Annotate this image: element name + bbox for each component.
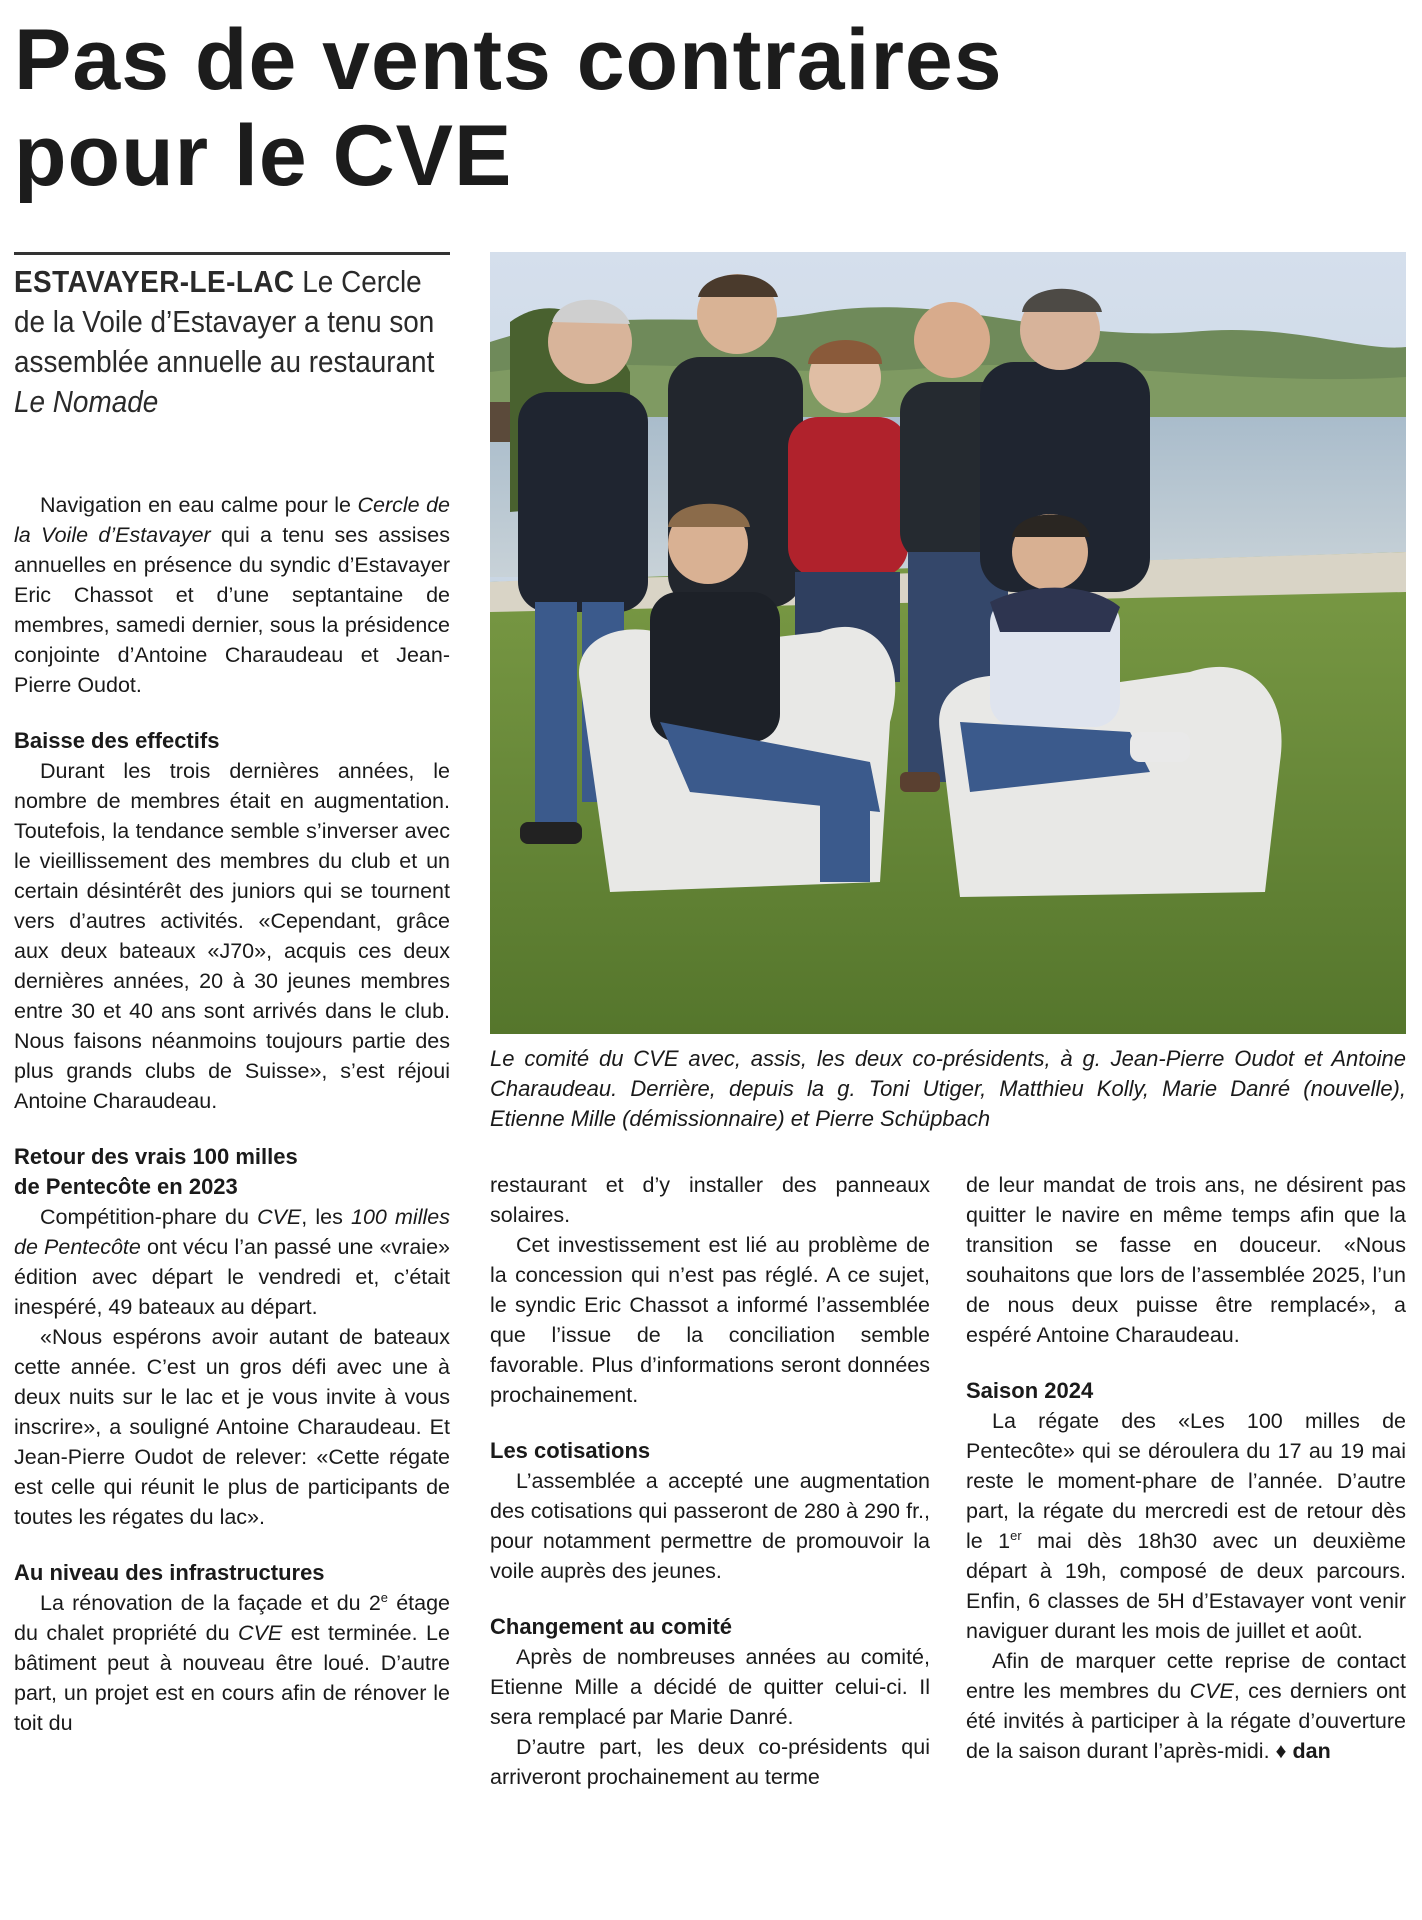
column-1: [14, 490, 450, 1738]
headline-line-2: pour le CVE: [14, 108, 513, 204]
photo-caption: Le comité du CVE avec, assis, les deux co-présidents, à g. Jean-Pierre Oudot et Antoine Charaudeau. Derrière, depuis la g. Toni Utiger, Matthieu Kolly, Marie Danré (nouvelle), Etienne Mille (démissionnaire) et Pierre Schüpbach: [490, 1046, 1406, 1131]
infra-cve: CVE: [238, 1621, 283, 1645]
cotisations-paragraph: L’assemblée a accepté une augmentation des cotisations qui passeront de 280 à 290 fr., pour notamment permettre de promouvoir la voile auprès des jeunes.: [490, 1469, 930, 1583]
author-signoff: ♦ dan: [1275, 1739, 1331, 1763]
saison-paragraph-1: [966, 1406, 1406, 1646]
subhead-cotisations: Les cotisations: [490, 1438, 651, 1463]
pentecote-cve: CVE: [257, 1205, 302, 1229]
pentecote-text-b: , les: [301, 1205, 343, 1229]
infra-text-c: est terminée. Le bâtiment peut à nouveau être loué. D’autre part, un projet est en cours afin de rénover le toit du: [14, 1621, 450, 1735]
infra-text-b: étage du chalet propriété du: [14, 1591, 450, 1645]
subhead-pentecote-line-2: de Pentecôte en 2023: [14, 1174, 238, 1199]
lead-rule: [14, 252, 450, 255]
saison-paragraph-2: [966, 1646, 1406, 1766]
comite-paragraph-2-continued: de leur mandat de trois ans, ne désirent pas quitter le navire en même temps afin que la transition se fasse en douceur. «Nous souhaitons que lors de l’assemblée 2025, l’un de nous deux puisse être remplacé», a espéré Antoine Charaudeau.: [966, 1173, 1406, 1347]
subhead-infrastructures: Au niveau des infrastructures: [14, 1560, 325, 1585]
infrastructures-paragraph-2: Cet investissement est lié au problème de la concession qui n’est pas réglé. A ce sujet, le syndic Eric Chassot a informé l’assemblée que l’issue de la conciliation semble favorable. Plus d’informations seront données prochainement.: [490, 1233, 930, 1407]
pentecote-event-name: 100 milles de Pentecôte: [14, 1205, 450, 1259]
saison-text-c: Afin de marquer cette reprise de contact entre les membres du: [966, 1649, 1406, 1703]
intro-text-b: qui a tenu ses assises annuelles en présence du syndic d’Estavayer Eric Chassot et d’une septantaine de membres, samedi dernier, sous la présidence conjointe d’Antoine Charaudeau et Jean-Pierre Oudot.: [14, 523, 450, 697]
intro-paragraph: [14, 490, 450, 700]
infrastructures-paragraph-1: [14, 1588, 450, 1738]
infrastructures-paragraph-1-continued: restaurant et d’y installer des panneaux solaires.: [490, 1173, 930, 1227]
saison-text-d: , ces derniers ont été invités à participer à la régate d’ouverture de la saison durant l’après-midi.: [966, 1679, 1406, 1763]
dateline-place: ESTAVAYER-LE-LAC: [14, 264, 295, 299]
saison-text-a: La régate des «Les 100 milles de Pentecôte» qui se déroulera du 17 au 19 mai reste le moment-phare de l’année. D’autre part, la régate du mercredi est de retour dès le 1: [966, 1409, 1406, 1553]
subhead-comite: Changement au comité: [490, 1614, 733, 1639]
infra-text-a: La rénovation de la façade et du 2: [40, 1591, 381, 1615]
lead-text: Le Cercle de la Voile d’Estavayer a tenu son assemblée annuelle au restaurant: [14, 264, 435, 379]
headline-line-1: Pas de vents contraires: [14, 12, 1003, 108]
column-3: [966, 1170, 1406, 1766]
saison-text-b: mai dès 18h30 avec un deuxième départ à 19h, composé de deux parcours. Enfin, 6 classes de 5H d’Estavayer vont venir naviguer durant les mois de juillet et août.: [966, 1529, 1407, 1643]
effectifs-paragraph: Durant les trois dernières années, le nombre de membres était en augmentation. Toutefois, la tendance semble s’inverser avec le vieillissement des membres du club et un certain désintérêt des juniors qui se tournent vers d’autres activités. «Cependant, grâce aux deux bateaux «J70», acquis ces deux dernières années, 20 à 30 jeunes membres entre 30 et 40 ans sont arrivés dans le club. Nous faisons néanmoins toujours partie des plus grands clubs de Suisse», s’est réjoui Antoine Charaudeau.: [14, 759, 450, 1113]
lead-venue: Le Nomade: [14, 384, 159, 419]
article-lead: [14, 262, 455, 422]
pentecote-text-c: ont vécu l’an passé une «vraie» édition avec départ le vendredi et, c’était inespéré, 49 bateaux au départ.: [14, 1235, 450, 1319]
pentecote-paragraph-2: «Nous espérons avoir autant de bateaux cette année. C’est un gros défi avec une à deux nuits sur le lac et je vous invite à vous inscrire», a souligné Antoine Charaudeau. Et Jean-Pierre Oudot de relever: «Cette régate est celle qui réunit le plus de participants de toutes les régates du lac».: [14, 1325, 450, 1529]
column-2: [490, 1170, 930, 1792]
intro-text-a: Navigation en eau calme pour le: [40, 493, 351, 517]
committee-photo: [490, 252, 1406, 1034]
saison-sup: er: [1010, 1527, 1022, 1543]
comite-paragraph-1: Après de nombreuses années au comité, Etienne Mille a décidé de quitter celui-ci. Il sera remplacé par Marie Danré.: [490, 1645, 930, 1729]
article-headline: [14, 12, 1414, 204]
pentecote-text-a: Compétition-phare du: [40, 1205, 249, 1229]
comite-paragraph-2: D’autre part, les deux co-présidents qui arriveront prochainement au terme: [490, 1735, 930, 1789]
subhead-effectifs: Baisse des effectifs: [14, 728, 220, 753]
subhead-saison: Saison 2024: [966, 1378, 1094, 1403]
pentecote-paragraph-1: [14, 1202, 450, 1322]
intro-club-name: Cercle de la Voile d’Estavayer: [14, 493, 451, 547]
committee-photo-image: [490, 252, 1406, 1034]
infra-sup: e: [380, 1589, 388, 1605]
saison-cve: CVE: [1189, 1679, 1234, 1703]
subhead-pentecote: [14, 1142, 450, 1202]
subhead-pentecote-line-1: Retour des vrais 100 milles: [14, 1144, 298, 1169]
